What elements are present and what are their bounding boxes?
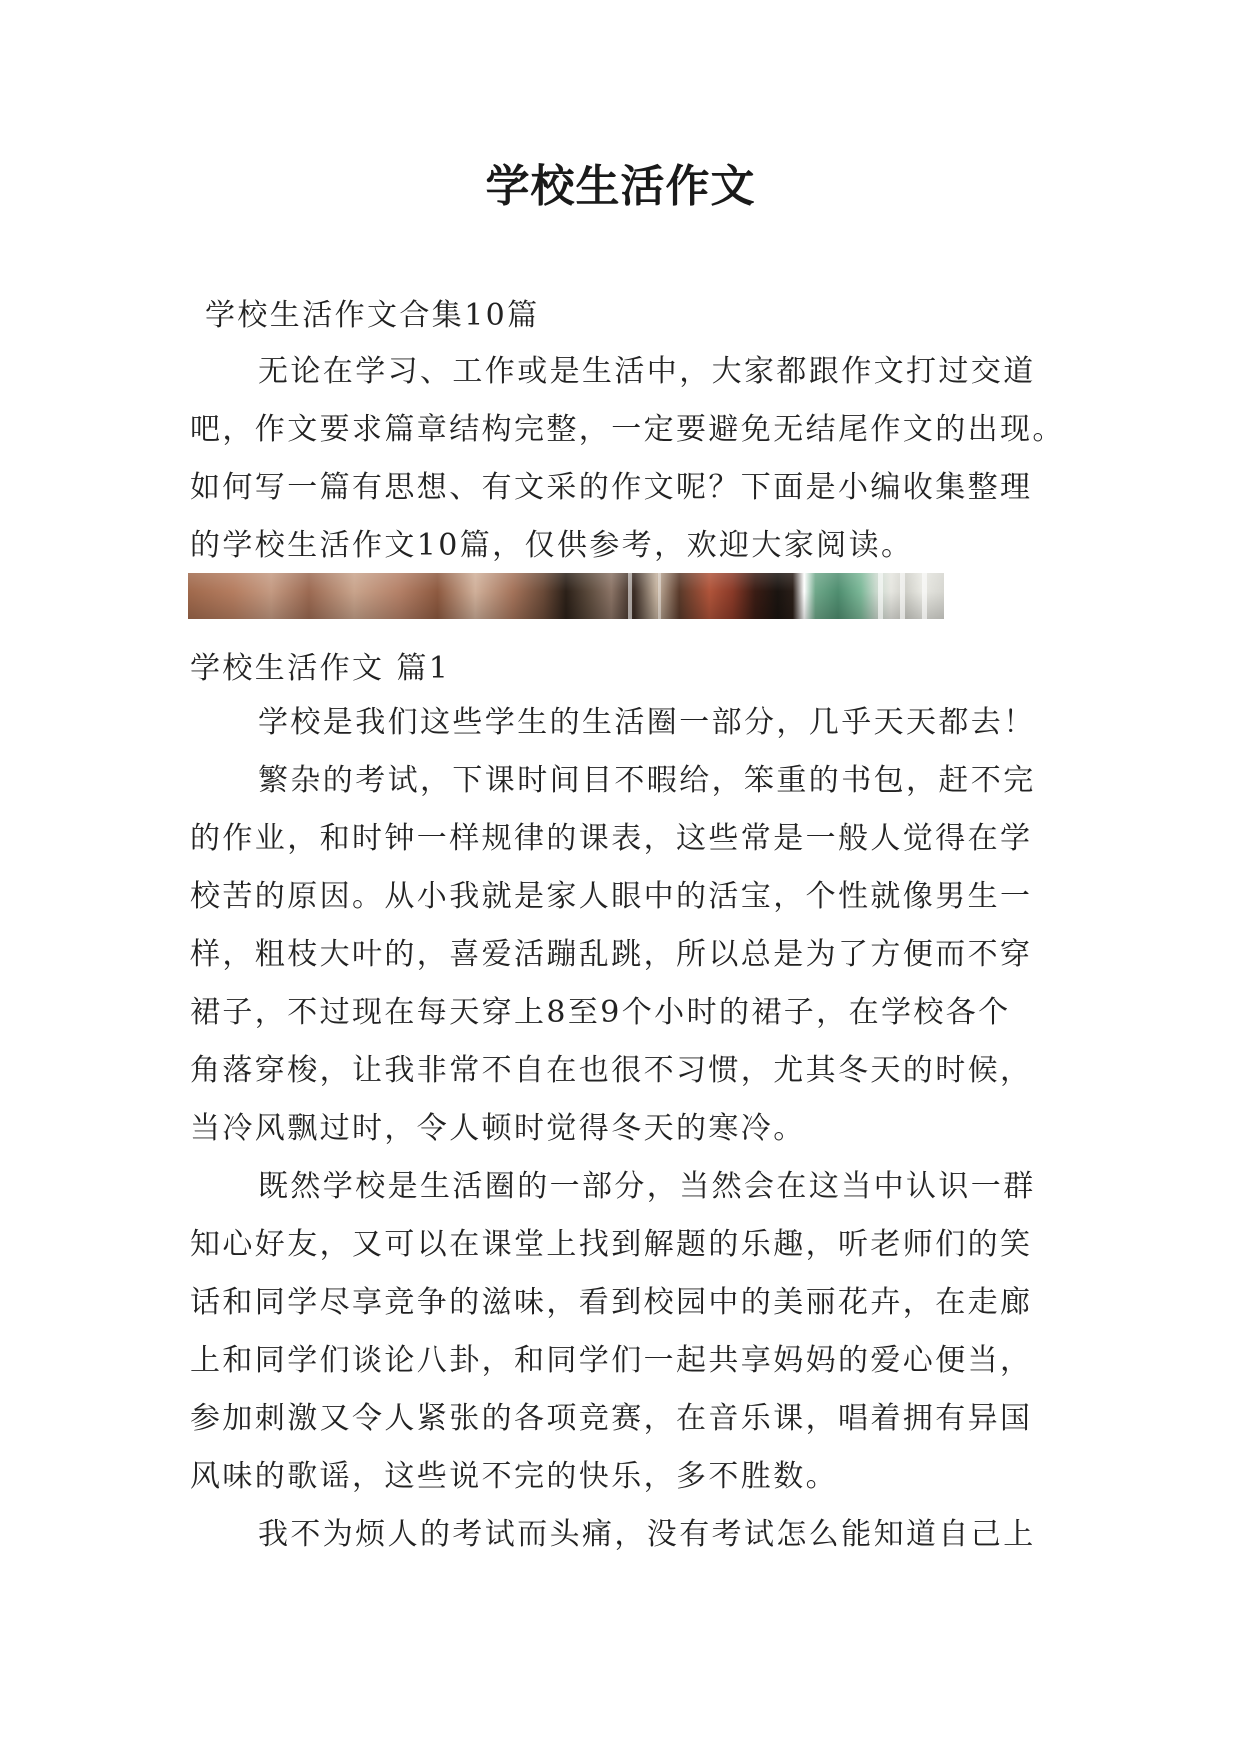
- paragraph-line: 知心好友，又可以在课堂上找到解题的乐趣，听老师们的笑: [190, 1227, 1033, 1262]
- section-heading: 学校生活作文 篇1: [190, 651, 451, 686]
- paragraph-line: 校苦的原因。从小我就是家人眼中的活宝，个性就像男生一: [190, 879, 1033, 914]
- intro-line: 的学校生活作文10篇，仅供参考，欢迎大家阅读。: [190, 528, 914, 563]
- paragraph-1: [190, 694, 1070, 752]
- paragraph-line: 我不为烦人的考试而头痛，没有考试怎么能知道自己上: [258, 1517, 1036, 1552]
- paragraph-line: 裙子，不过现在每天穿上8至9个小时的裙子，在学校各个: [190, 995, 1011, 1030]
- paragraph-3: [190, 1158, 1070, 1506]
- paragraph-line: 既然学校是生活圈的一部分，当然会在这当中认识一群: [258, 1169, 1036, 1204]
- paragraph-2: [190, 752, 1070, 1158]
- page-title: 学校生活作文: [485, 161, 756, 212]
- paragraph-line: 风味的歌谣，这些说不完的快乐，多不胜数。: [190, 1459, 838, 1494]
- paragraph-line: 学校是我们这些学生的生活圈一部分，几乎天天都去！: [258, 705, 1036, 740]
- document-subtitle: 学校生活作文合集10篇: [205, 298, 540, 333]
- decorative-banner-image: [188, 573, 944, 619]
- intro-line: 无论在学习、工作或是生活中，大家都跟作文打过交道: [258, 354, 1036, 389]
- paragraph-line: 角落穿梭，让我非常不自在也很不习惯，尤其冬天的时候，: [190, 1053, 1033, 1088]
- intro-paragraph: [190, 343, 1070, 575]
- intro-line: 吧，作文要求篇章结构完整，一定要避免无结尾作文的出现。: [190, 412, 1065, 447]
- paragraph-4: [190, 1506, 1070, 1564]
- paragraph-line: 话和同学尽享竞争的滋味，看到校园中的美丽花卉，在走廊: [190, 1285, 1033, 1320]
- paragraph-line: 的作业，和时钟一样规律的课表，这些常是一般人觉得在学: [190, 821, 1033, 856]
- paragraph-line: 样，粗枝大叶的，喜爱活蹦乱跳，所以总是为了方便而不穿: [190, 937, 1033, 972]
- paragraph-line: 繁杂的考试，下课时间目不暇给，笨重的书包，赶不完: [258, 763, 1036, 798]
- paragraph-line: 上和同学们谈论八卦，和同学们一起共享妈妈的爱心便当，: [190, 1343, 1033, 1378]
- intro-line: 如何写一篇有思想、有文采的作文呢？下面是小编收集整理: [190, 470, 1033, 505]
- paragraph-line: 参加刺激又令人紧张的各项竞赛，在音乐课，唱着拥有异国: [190, 1401, 1033, 1436]
- paragraph-line: 当冷风飘过时，令人顿时觉得冬天的寒冷。: [190, 1111, 806, 1146]
